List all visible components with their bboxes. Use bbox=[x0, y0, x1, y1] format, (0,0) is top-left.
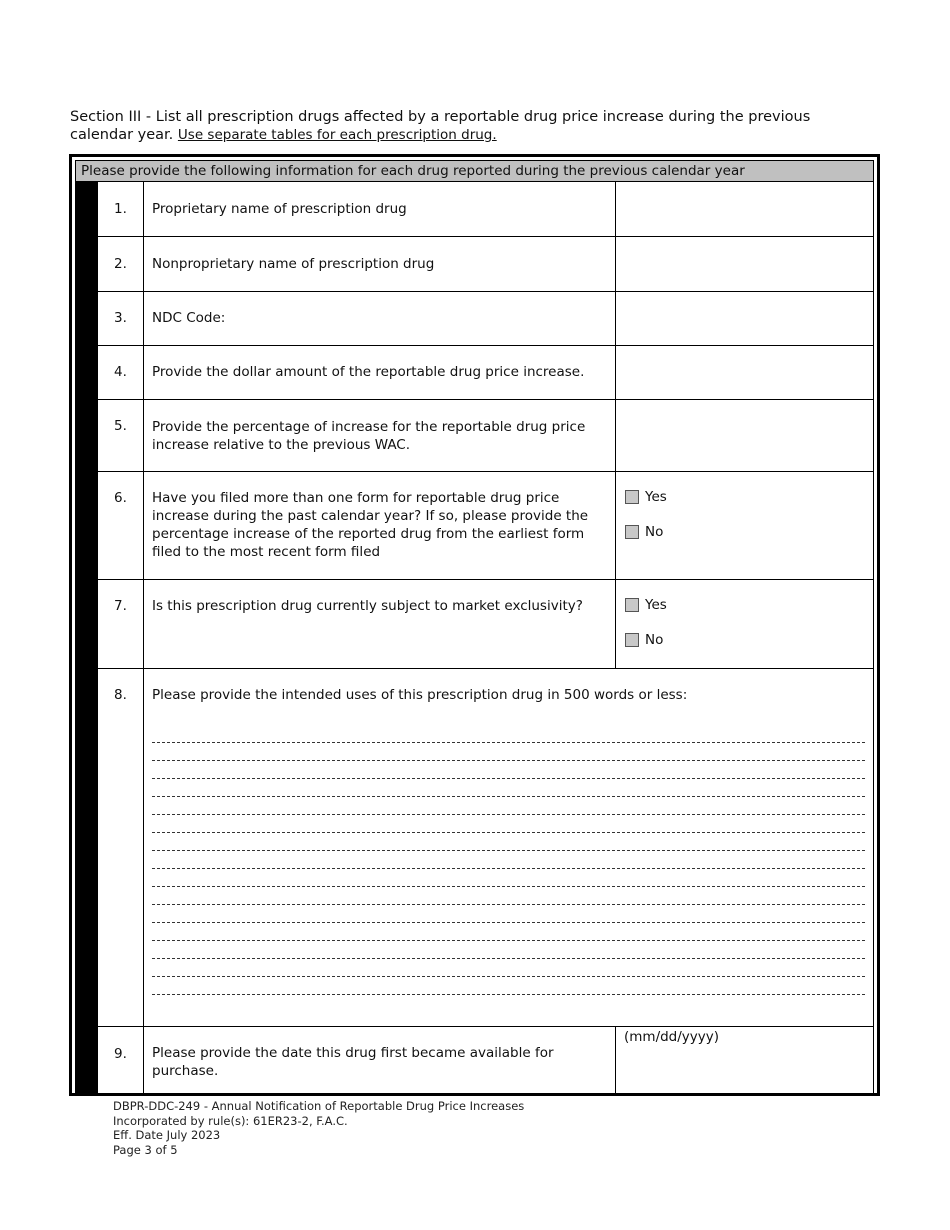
writing-line[interactable] bbox=[152, 725, 865, 743]
writing-line[interactable] bbox=[152, 869, 865, 887]
no-option[interactable] bbox=[625, 524, 663, 540]
nonproprietary-name-field[interactable] bbox=[615, 237, 873, 291]
no-option[interactable] bbox=[625, 632, 663, 648]
writing-line[interactable] bbox=[152, 887, 865, 905]
writing-line[interactable] bbox=[152, 779, 865, 797]
table-row-4 bbox=[98, 345, 873, 399]
no-checkbox[interactable] bbox=[625, 633, 639, 647]
drug-info-table bbox=[69, 154, 880, 1096]
row-number: 2. bbox=[98, 237, 144, 291]
left-black-bar bbox=[76, 182, 98, 1095]
footer-rule: Incorporated by rule(s): 61ER23-2, F.A.C. bbox=[113, 1113, 348, 1128]
no-label: No bbox=[645, 632, 664, 648]
writing-line[interactable] bbox=[152, 833, 865, 851]
yes-checkbox[interactable] bbox=[625, 490, 639, 504]
question-text: Please provide the intended uses of this prescription drug in 500 words or less: bbox=[152, 687, 688, 703]
question-text: Proprietary name of prescription drug bbox=[152, 201, 407, 217]
writing-line[interactable] bbox=[152, 959, 865, 977]
footer-effective-date: Eff. Date July 2023 bbox=[113, 1128, 221, 1142]
yes-label: Yes bbox=[645, 597, 667, 613]
yes-checkbox[interactable] bbox=[625, 598, 639, 612]
writing-line[interactable] bbox=[152, 743, 865, 761]
question-text: NDC Code: bbox=[152, 310, 226, 326]
question-text: Provide the dollar amount of the reportable drug price increase. bbox=[152, 364, 585, 380]
question-text: Provide the percentage of increase for the reportable drug price increase relative to the previous WAC. bbox=[152, 419, 586, 453]
table-row-3 bbox=[98, 291, 873, 345]
footer-page-number: Page 3 of 5 bbox=[113, 1142, 178, 1157]
no-checkbox[interactable] bbox=[625, 525, 639, 539]
writing-line[interactable] bbox=[152, 815, 865, 833]
question-text: Is this prescription drug currently subject to market exclusivity? bbox=[152, 598, 583, 614]
table-row-2 bbox=[98, 236, 873, 291]
dollar-amount-field[interactable] bbox=[615, 346, 873, 399]
footer-form-title: DBPR-DDC-249 - Annual Notification of Reportable Drug Price Increases bbox=[113, 1099, 525, 1113]
percentage-increase-field[interactable] bbox=[615, 400, 873, 471]
writing-line[interactable] bbox=[152, 851, 865, 869]
table-row-1 bbox=[98, 182, 873, 236]
row-number: 5. bbox=[98, 400, 144, 471]
first-available-date-field[interactable] bbox=[615, 1027, 873, 1096]
writing-line[interactable] bbox=[152, 905, 865, 923]
writing-line[interactable] bbox=[152, 923, 865, 941]
intended-uses-lines[interactable] bbox=[152, 725, 865, 995]
question-text: Nonproprietary name of prescription drug bbox=[152, 256, 435, 272]
market-exclusivity-answer bbox=[615, 580, 873, 668]
question-text: Have you filed more than one form for reportable drug price increase during the past calendar year? If so, please provide the percentage increase of the reported drug from the earliest form filed to the most recent form filed bbox=[152, 490, 589, 560]
yes-option[interactable] bbox=[625, 597, 667, 613]
row-number: 6. bbox=[98, 472, 144, 579]
table-row-9 bbox=[98, 1026, 873, 1096]
table-row-5 bbox=[98, 399, 873, 471]
row-number: 8. bbox=[98, 669, 144, 1026]
question-text: Please provide the date this drug first became available for purchase. bbox=[152, 1045, 554, 1079]
row-number: 1. bbox=[98, 182, 144, 236]
section-intro bbox=[70, 108, 870, 144]
table-row-8 bbox=[98, 668, 873, 1026]
row-number: 3. bbox=[98, 292, 144, 345]
page-footer bbox=[113, 1099, 524, 1157]
writing-line[interactable] bbox=[152, 761, 865, 779]
yes-option[interactable] bbox=[625, 489, 667, 505]
date-format-hint: (mm/dd/yyyy) bbox=[624, 1029, 720, 1045]
table-row-6 bbox=[98, 471, 873, 579]
section-title: Section III - List all prescription drugs affected by a reportable drug price increase during the previous calendar year. bbox=[70, 109, 811, 143]
multiple-forms-answer bbox=[615, 472, 873, 579]
separate-tables-note: Use separate tables for each prescription drug. bbox=[177, 127, 497, 143]
writing-line[interactable] bbox=[152, 941, 865, 959]
writing-line[interactable] bbox=[152, 797, 865, 815]
proprietary-name-field[interactable] bbox=[615, 182, 873, 236]
yes-label: Yes bbox=[645, 489, 667, 505]
writing-line[interactable] bbox=[152, 977, 865, 995]
no-label: No bbox=[645, 524, 664, 540]
table-header: Please provide the following information for each drug reported during the previous calendar year bbox=[76, 161, 873, 182]
row-number: 7. bbox=[98, 580, 144, 668]
row-number: 9. bbox=[98, 1027, 144, 1096]
table-row-7 bbox=[98, 579, 873, 668]
row-number: 4. bbox=[98, 346, 144, 399]
ndc-code-field[interactable] bbox=[615, 292, 873, 345]
